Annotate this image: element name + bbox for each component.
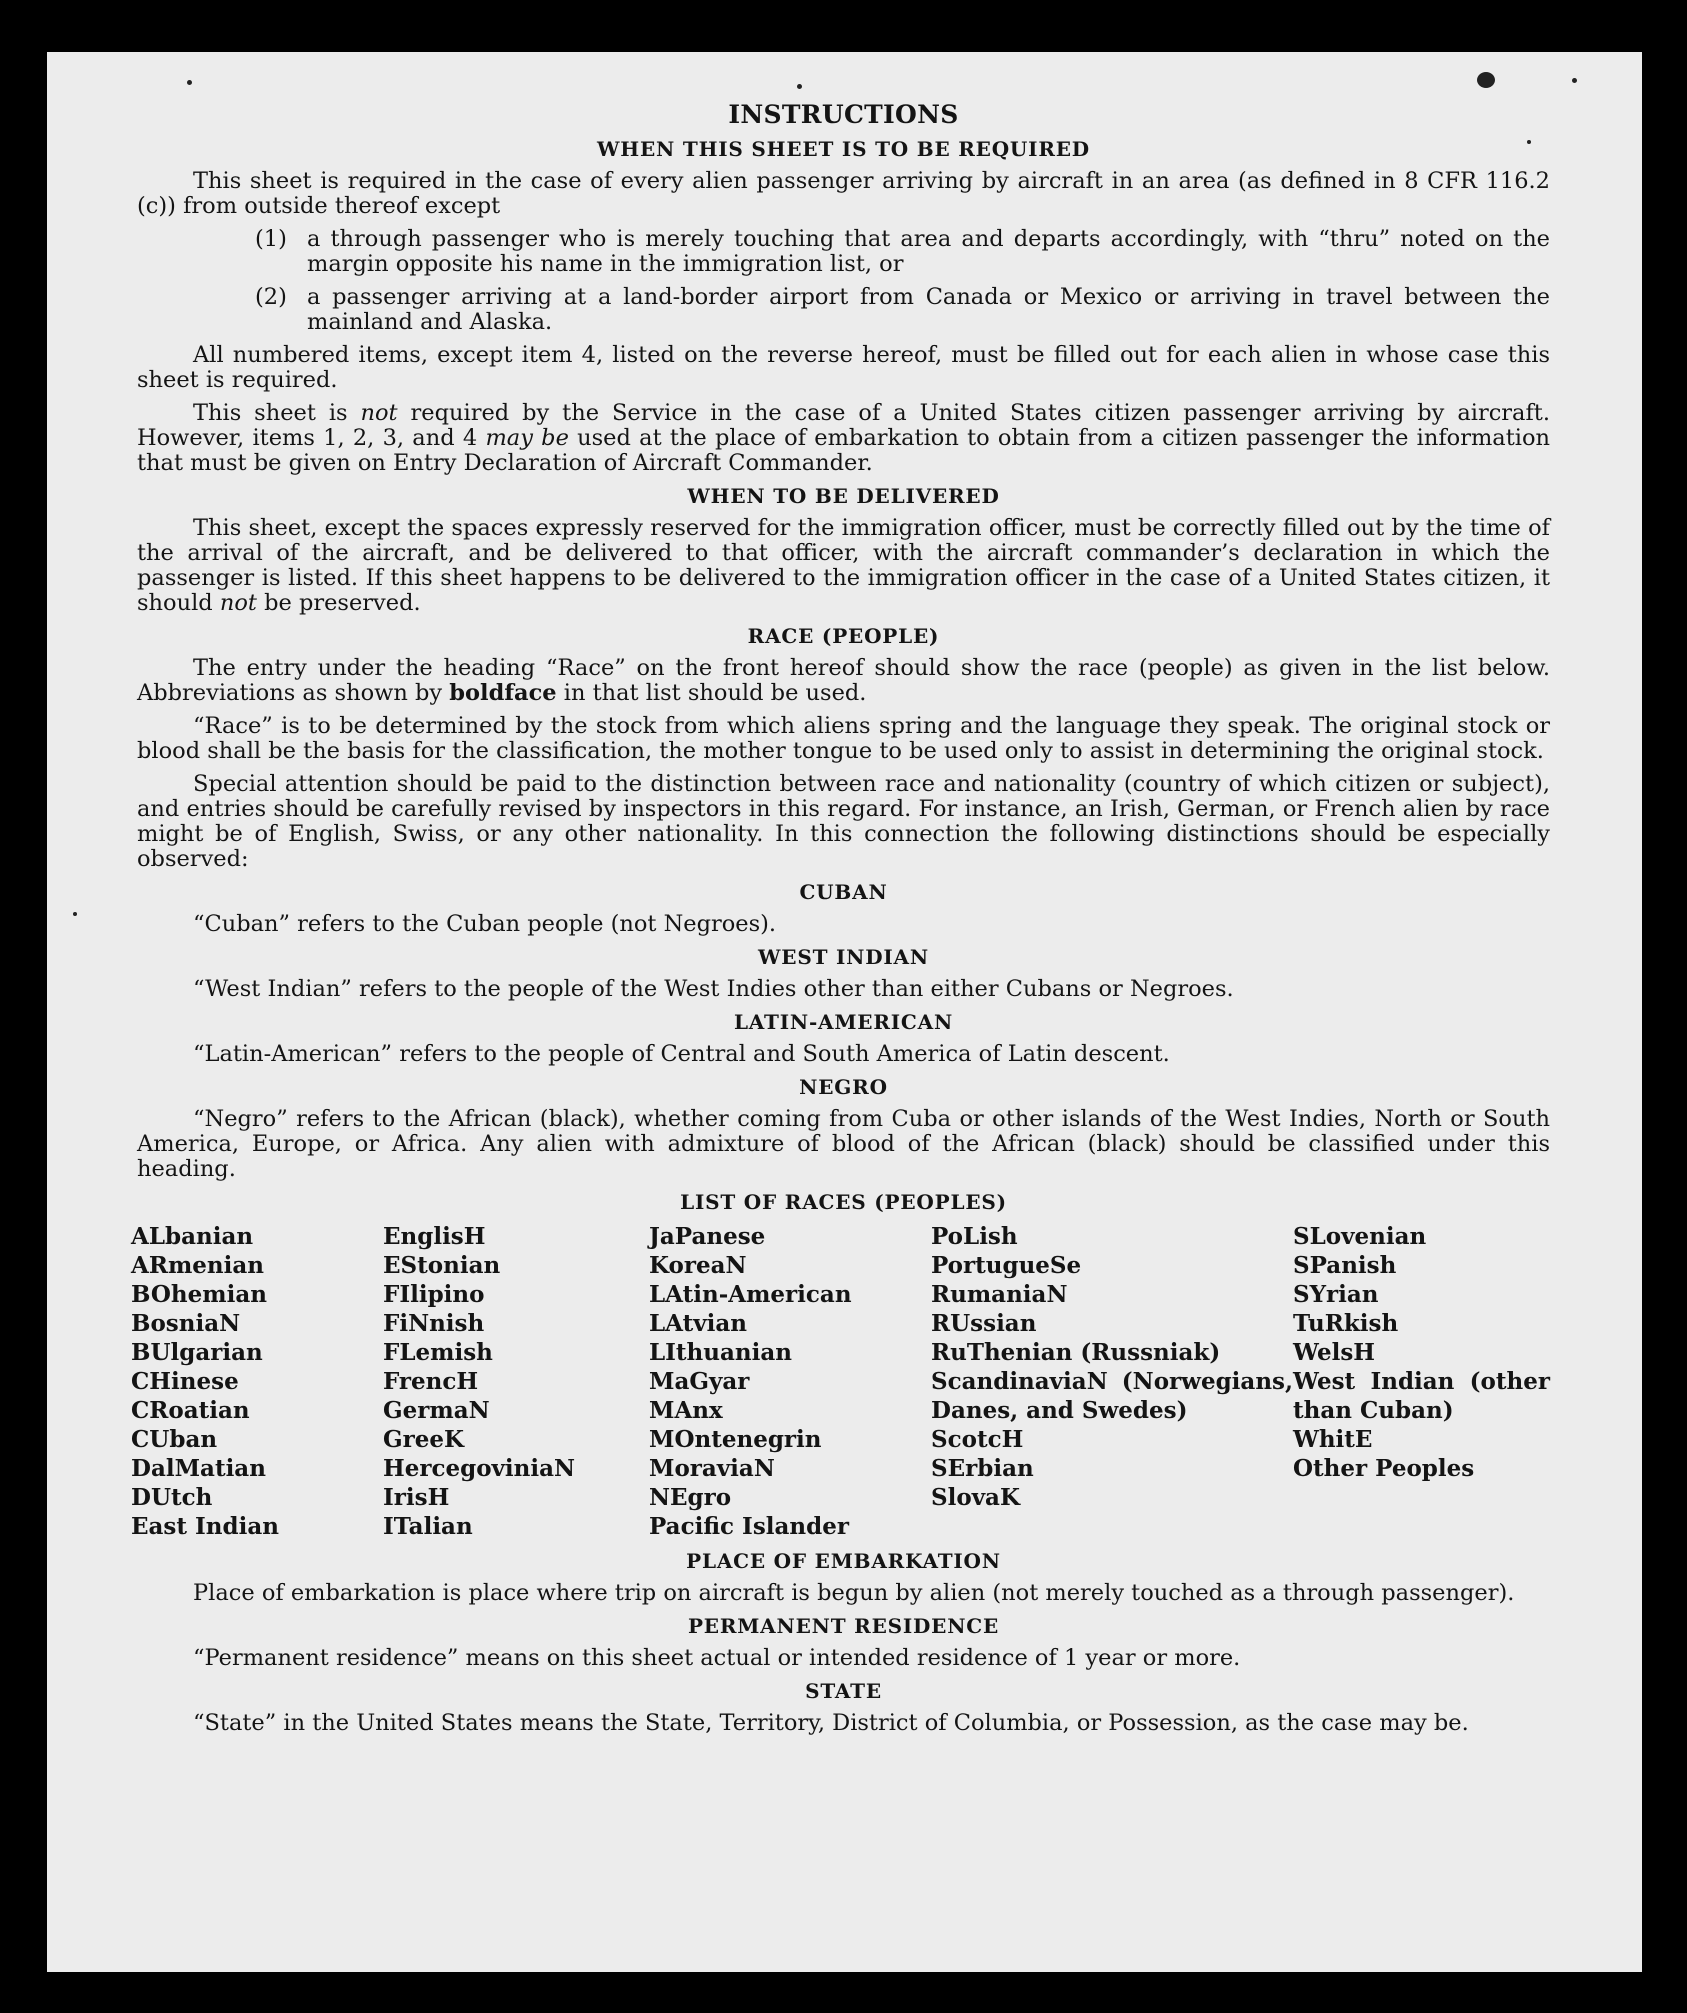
exception-item-1 [137, 227, 1550, 277]
race-entry: FiNnish [383, 1310, 485, 1337]
race-entry: ScotcH [931, 1426, 1024, 1453]
item-text: a through passenger who is merely touching that area and departs accordingly, with “thru” noted on the margin opposite his name in the immigration list, or [307, 226, 1550, 277]
race-entry: FrencH [383, 1368, 479, 1395]
race-entry: Other Peoples [1293, 1455, 1475, 1482]
page-title: INSTRUCTIONS [728, 100, 959, 129]
emphasis-may-be: may be [485, 425, 569, 451]
race-entry: LAtvian [649, 1310, 747, 1337]
west-indian-paragraph: “West Indian” refers to the people of the West Indies other than either Cubans or Negroes. [193, 976, 1234, 1002]
latin-american-paragraph: “Latin-American” refers to the people of Central and South America of Latin descent. [193, 1041, 1170, 1067]
race-group [1293, 1425, 1550, 1483]
race-entry: GreeK [383, 1426, 465, 1453]
residence-paragraph: “Permanent residence” means on this sheet actual or intended residence of 1 year or more. [193, 1645, 1241, 1671]
race-entry: KoreaN [649, 1252, 747, 1279]
race-paragraph-2: “Race” is to be determined by the stock from which aliens spring and the language they speak. The original stock or blood shall be the basis for the classification, the mother tongue to be used only to assist in determining the original stock. [137, 713, 1550, 764]
section-heading-cuban: CUBAN [799, 880, 888, 904]
race-column [649, 1222, 931, 1541]
text-run: used at the place of embarkation to obtain from a citizen passenger the information that must be given on Entry Declaration of Aircraft Commander. [137, 425, 1550, 476]
paper-speck [797, 84, 802, 89]
race-entry-scandinavian: ScandinaviaN (Norwegians, Danes, and Swedes) [931, 1368, 1293, 1424]
race-entry: LIthuanian [649, 1339, 792, 1366]
race-entry: SPanish [1293, 1252, 1397, 1279]
section-heading-residence: PERMANENT RESIDENCE [687, 1614, 1000, 1638]
section-heading-required: WHEN THIS SHEET IS TO BE REQUIRED [597, 137, 1090, 161]
race-entry: SlovaK [931, 1484, 1020, 1511]
text-run: required by the Service in the case of a United States citizen passenger arriving by aircraft. However, items 1, 2, 3, and 4 [137, 400, 1550, 451]
race-entry: JaPanese [649, 1223, 766, 1250]
race-column [131, 1222, 383, 1541]
race-entry: MOntenegrin [649, 1426, 822, 1453]
section-heading-negro: NEGRO [799, 1075, 888, 1099]
cuban-paragraph: “Cuban” refers to the Cuban people (not Negroes). [193, 911, 777, 937]
race-group [931, 1425, 1293, 1512]
race-entry: MoraviaN [649, 1455, 775, 1482]
race-column [383, 1222, 649, 1541]
race-list [131, 1222, 1550, 1541]
required-intro: This sheet is required in the case of every alien passenger arriving by aircraft in an area (as defined in 8 CFR 116.2 (c)) from outside thereof except [137, 168, 1550, 219]
race-entry: SLovenian [1293, 1223, 1427, 1250]
race-entry: BosniaN [131, 1310, 241, 1337]
text-run: The entry under the heading “Race” on the front hereof should show the race (people) as given in the list below. Abbreviations as shown by [137, 655, 1550, 706]
race-entry: BOhemian [131, 1281, 267, 1308]
race-paragraph-1 [137, 656, 1550, 706]
race-entry: NEgro [649, 1484, 732, 1511]
paper-speck [187, 80, 192, 85]
race-entry: GermaN [383, 1397, 490, 1424]
race-entry: FLemish [383, 1339, 493, 1366]
race-entry: DalMatian [131, 1455, 266, 1482]
race-entry: PoLish [931, 1223, 1018, 1250]
text-run: in that list should be used. [556, 680, 867, 706]
embarkation-paragraph: Place of embarkation is place where trip on aircraft is begun by alien (not merely touched as a through passenger). [193, 1580, 1515, 1606]
numbered-items-paragraph: All numbered items, except item 4, listed on the reverse hereof, must be filled out for each alien in whose case this sheet is required. [137, 342, 1550, 393]
item-number: (1) [255, 226, 287, 252]
race-entry: EnglisH [383, 1223, 486, 1250]
race-entry: DUtch [131, 1484, 213, 1511]
race-entry: CUban [131, 1426, 218, 1453]
race-entry: PortugueSe [931, 1252, 1082, 1279]
race-entry: EStonian [383, 1252, 501, 1279]
document-page [47, 52, 1642, 1972]
section-heading-race-list: LIST OF RACES (PEOPLES) [680, 1190, 1007, 1214]
citizen-paragraph [137, 401, 1550, 476]
item-text: a passenger arriving at a land-border airport from Canada or Mexico or arriving in travel between the mainland and Alaska. [307, 284, 1550, 335]
state-paragraph: “State” in the United States means the State, Territory, District of Columbia, or Possession, as the case may be. [193, 1710, 1469, 1736]
race-entry: TuRkish [1293, 1310, 1399, 1337]
text-run: be preserved. [256, 590, 421, 616]
exception-item-2 [137, 285, 1550, 335]
race-entry: ITalian [383, 1513, 473, 1540]
race-column [1293, 1222, 1550, 1541]
race-entry: SYrian [1293, 1281, 1379, 1308]
race-entry: ALbanian [131, 1223, 254, 1250]
section-heading-west-indian: WEST INDIAN [758, 945, 929, 969]
race-entry: Pacific Islander [649, 1513, 849, 1540]
race-entry: East Indian [131, 1513, 279, 1540]
race-entry: SErbian [931, 1455, 1034, 1482]
section-heading-race: RACE (PEOPLE) [747, 624, 940, 648]
paper-speck [73, 912, 77, 916]
section-heading-delivered: WHEN TO BE DELIVERED [687, 484, 1000, 508]
text-run: This sheet is [193, 400, 361, 426]
race-entry: MaGyar [649, 1368, 750, 1395]
race-group [931, 1222, 1293, 1367]
race-entry: IrisH [383, 1484, 450, 1511]
race-entry: MAnx [649, 1397, 723, 1424]
emphasis-boldface: boldface [449, 680, 557, 706]
race-entry: RumaniaN [931, 1281, 1068, 1308]
race-paragraph-3: Special attention should be paid to the distinction between race and nationality (country of which citizen or subject), and entries should be carefully revised by inspectors in this regard. For instance, an Irish, German, or French alien by race might be of English, Swiss, or any other nationality. In this connection the following distinctions should be especially observed: [137, 771, 1550, 872]
emphasis-not: not [219, 590, 257, 616]
race-entry: RuThenian (Russniak) [931, 1339, 1221, 1366]
race-entry: WhitE [1293, 1426, 1373, 1453]
emphasis-not: not [360, 400, 398, 426]
paper-speck [1572, 78, 1577, 83]
race-entry: WelsH [1293, 1339, 1376, 1366]
negro-paragraph: “Negro” refers to the African (black), whether coming from Cuba or other islands of the West Indies, North or South America, Europe, or Africa. Any alien with admixture of blood of the African (black) should be classified under this heading. [137, 1106, 1550, 1182]
race-group [1293, 1222, 1550, 1367]
race-entry: HercegoviniaN [383, 1455, 576, 1482]
text-run: This sheet, except the spaces expressly reserved for the immigration officer, must be correctly filled out by the time of the arrival of the aircraft, and be delivered to that officer, with the aircraft commander’s declaration in which the passenger is listed. If this sheet happens to be delivered to the immigration officer in the case of a United States citizen, it should [137, 515, 1550, 616]
race-entry: CHinese [131, 1368, 239, 1395]
race-entry-west-indian: West Indian (other than Cuban) [1293, 1368, 1550, 1424]
race-entry: CRoatian [131, 1397, 250, 1424]
delivered-paragraph [137, 516, 1550, 616]
race-entry: RUssian [931, 1310, 1037, 1337]
race-column [931, 1222, 1293, 1541]
race-entry: BUlgarian [131, 1339, 263, 1366]
section-heading-embarkation: PLACE OF EMBARKATION [686, 1549, 1001, 1573]
race-entry: FIlipino [383, 1281, 485, 1308]
race-entry: LAtin-American [649, 1281, 852, 1308]
section-heading-latin-american: LATIN-AMERICAN [733, 1010, 954, 1034]
paper-speck [1477, 72, 1495, 88]
paper-speck [1527, 140, 1531, 144]
item-number: (2) [255, 284, 287, 310]
section-heading-state: STATE [805, 1679, 882, 1703]
race-entry: ARmenian [131, 1252, 265, 1279]
